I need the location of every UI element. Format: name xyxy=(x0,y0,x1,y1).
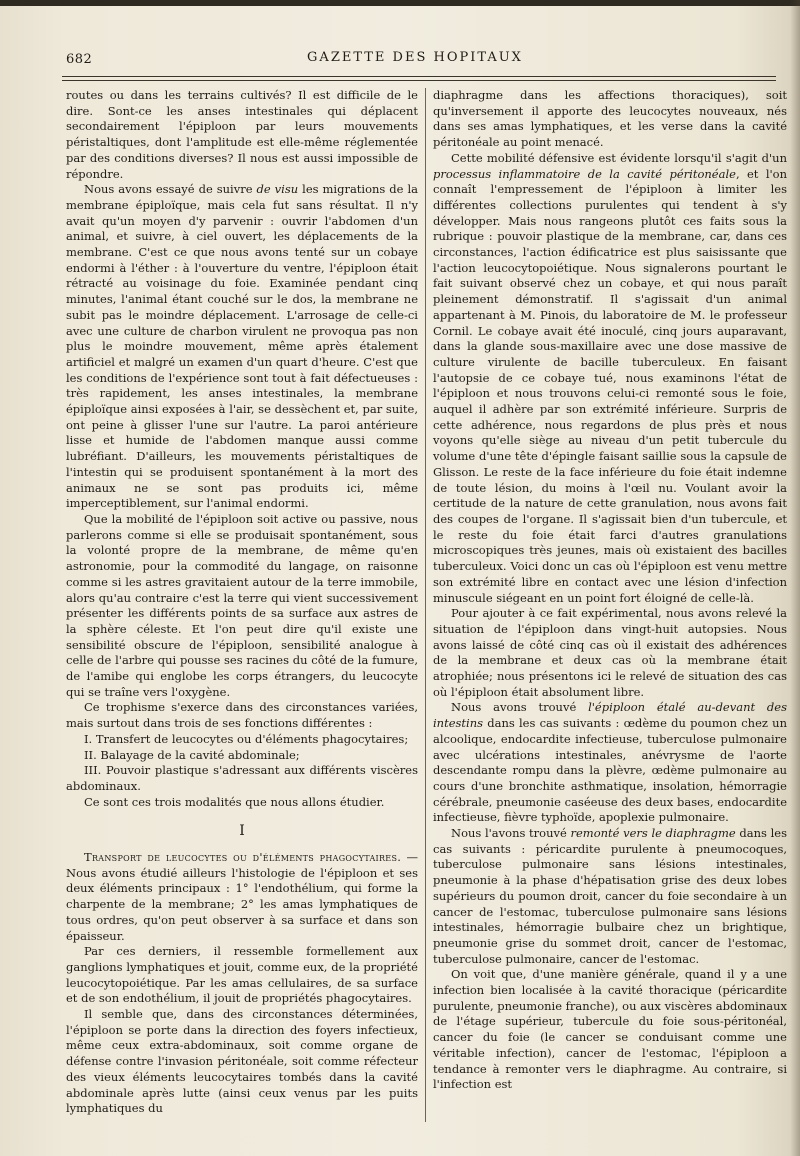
header-rule-thin xyxy=(62,80,776,81)
paragraph: routes ou dans les terrains cultivés? Il est difficile de le dire. Sont-ce les anses intestinales qui déplacent secondairement l'épiploon par leurs mouvements péristaltiques, dont l'amplitude est elle-même réglementée par des conditions diverses? Il nous est aussi impossible de répondre. xyxy=(66,88,418,181)
text-run: les migrations de la membrane épiploïque, mais cela fut sans résultat. Il n'y avait qu'un moyen d'y parvenir : ouvrir l'abdomen d'un animal, et suivre, à ciel ouvert, les déplacements de la membrane. C'est ce que nous avons tenté sur un cobaye endormi à l'éther : à l'ouverture du ventre, l'épiploon était rétracté au voisinage du foie. Examinée pendant cinq minutes, l'animal étant couché sur le dos, la membrane ne subit pas le moindre déplacement. L'arrosage de celle-ci avec une culture de charbon virulent ne provoqua pas non plus le moindre mouvement, même après étalement artificiel et malgré un examen d'un quart d'heure. C'est que les conditions de l'expérience sont tout à fait défectueuses : très rapidement, les anses intestinales, la membrane épiploïque ainsi exposées à l'air, se dessèchent et, par suite, ont peine à glisser l'une sur l'autre. La paroi antérieure lisse et humide de l'abdomen manque aussi comme lubréfiant. D'ailleurs, les mouvements péristaltiques de l'intestin qui se produisent spontanément à la mort des animaux ne se sont pas produits ici, même imperceptiblement, sur l'animal endormi. xyxy=(66,182,418,511)
paragraph: Ce sont ces trois modalités que nous allons étudier. xyxy=(84,794,385,809)
right-column xyxy=(433,88,787,1093)
paragraph xyxy=(433,700,787,826)
journal-title: GAZETTE DES HOPITAUX xyxy=(307,50,523,65)
text-run: Cette mobilité défensive est évidente lorsqu'il s'agit d'un xyxy=(451,150,787,165)
paragraph: Il semble que, dans des circonstances déterminées, l'épiploon se porte dans la direction des foyers infectieux, même ceux extra-abdominaux, soit comme organe de défense contre l'invasion péritonéale, soit comme réfecteur des vieux éléments leucocytaires tombés dans la cavité abdominale après lutte (ainsi ceux venus par les puits lymphatiques du xyxy=(66,1007,418,1116)
text-run: dans les cas suivants : péricardite purulente à pneumocoques, tuberculose pulmonaire sans lésions intestinales, pneumonie à la phase d'hépatisation grise des deux lobes supérieurs du poumon droit, cancer du foie secondaire à un cancer de l'estomac, tuberculose pulmonaire sans lésions intestinales, hémorragie bulbaire chez un brightique, pneumonie grise du sommet droit, cancer de l'estomac, tuberculose pulmonaire, cancer de l'estomac. xyxy=(433,826,787,966)
left-column xyxy=(66,88,418,1117)
paragraph: diaphragme dans les affections thoraciques), soit qu'inversement il apporte des leucocytes nouveaux, nés dans ses amas lymphatiques, et les verse dans la cavité péritonéale au point menacé. xyxy=(433,88,787,150)
paragraph xyxy=(66,850,418,944)
paragraph: On voit que, d'une manière générale, quand il y a une infection bien localisée à la cavité thoracique (péricardite purulente, pneumonie franche), ou aux viscères abdominaux de l'étage supérieur, tubercule du foie sous-péritonéal, cancer du foie (le cancer se conduisant comme une véritable infection), cancer de l'estomac, l'épiploon a tendance à remonter vers le diaphragme. Au contraire, si l'infection est xyxy=(433,967,787,1092)
column-divider xyxy=(425,88,426,1122)
scan-right-edge xyxy=(790,0,800,1156)
paragraph: Que la mobilité de l'épiploon soit active ou passive, nous parlerons comme si elle se produisait spontanément, sous la volonté propre de la membrane, de même qu'en astronomie, pour la commodité du langage, on raisonne comme si les astres gravitaient autour de la terre immobile, alors qu'au contraire c'est la terre qui vient successivement présenter les différents points de sa surface aux astres de la sphère céleste. Et l'on peut dire qu'il existe une sensibilité obscure de l'épiploon, sensibilité analogue à celle de l'arbre qui pousse ses racines du côté de la fumure, de l'amibe qui englobe les corps étrangers, du leucocyte qui se traîne vers l'oxygène. xyxy=(66,511,418,699)
paragraph: Par ces derniers, il ressemble formellement aux ganglions lymphatiques et jouit, comme eux, de la propriété leucocytopoiétique. Par les amas cellulaires, de sa surface et de son endothélium, il jouit de propriétés phagocytaires. xyxy=(66,944,418,1006)
emphasis: l'épiploon étalé au-devant des intestins xyxy=(433,700,787,731)
paragraph xyxy=(66,182,418,512)
emphasis: de visu xyxy=(256,182,299,197)
list-item: II. Balayage de la cavité abdominale; xyxy=(84,747,300,762)
page-number: 682 xyxy=(66,52,93,67)
text-run: dans les cas suivants : œdème du poumon chez un alcoolique, endocardite infectieuse, tuberculose pulmonaire avec ulcérations intestinales, anévrysme de l'aorte descendante rompu dans la plèvre, œdème pulmonaire au cours d'une bronchite asthmatique, insolation, hémorragie cérébrale, pneumonie caséeuse des deux bases, endocardite infectieuse, fièvre typhoïde, apoplexie pulmonaire. xyxy=(433,716,787,825)
text-run: Nous avons étudié ailleurs l'histologie de l'épiploon et ses deux éléments principaux : 1° l'endothélium, qui forme la charpente de la membrane; 2° les amas lymphatiques de tous ordres, qu'on peut observer à sa surface et dans son épaisseur. xyxy=(66,865,418,943)
text-run: Nous avons essayé de suivre xyxy=(84,182,257,197)
header-rule xyxy=(62,76,776,77)
text-run: Nous avons trouvé xyxy=(451,700,589,715)
paragraph: Ce trophisme s'exerce dans des circonstances variées, mais surtout dans trois de ses fonctions différentes : xyxy=(66,700,418,731)
text-run: , et l'on connaît l'empressement de l'épiploon à limiter les différentes collections purulentes qui tendent à s'y développer. Mais nous rangeons plutôt ces faits sous la rubrique : pouvoir plastique de la membrane, car, dans ces circonstances, l'action édificatrice est plus saisissante que l'action leucocytopoiétique. Nous signalerons pourtant le fait suivant observé chez un cobaye, et qui nous paraît pleinement démonstratif. Il s'agissait d'un animal appartenant à M. Pinois, du laboratoire de M. le professeur Cornil. Le cobaye avait été inoculé, cinq jours auparavant, dans la glande sous-maxillaire avec une dose massive de culture virulente de bacille tuberculeux. En faisant l'autopsie de ce cobaye tué, nous examinons l'état de l'épiploon et nous trouvons celui-ci remonté sous le foie, auquel il adhère par son extrémité inférieure. Surpris de cette adhérence, nous regardons de plus près et nous voyons qu'elle siège au niveau d'un petit tubercule du volume d'une tête d'épingle faisant saillie sous la capsule de Glisson. Le reste de la face inférieure du foie était indemne de toute lésion, du moins à l'œil nu. Voulant avoir la certitude de la nature de cette granulation, nous avons fait des coupes de l'organe. Il s'agissait bien d'un tubercule, et le reste du foie était farci d'autres granulations microscopiques très jeunes, mais où existaient des bacilles tuberculeux. Voici donc un cas où l'épiploon est venu mettre son extrémité libre en contact avec une lésion d'infection minuscule siégeant en un point fort éloigné de celle-là. xyxy=(433,166,787,605)
emphasis: remonté vers le diaphragme xyxy=(570,826,736,841)
paragraph xyxy=(433,151,787,606)
scan-top-edge xyxy=(0,0,800,6)
text-run: Nous l'avons trouvé xyxy=(451,826,571,841)
page-header xyxy=(60,48,770,72)
section-number: I xyxy=(239,823,245,840)
paragraph xyxy=(433,826,787,967)
section-heading: Transport de leucocytes ou d'éléments phagocytaires. xyxy=(84,850,402,865)
list-item: I. Transfert de leucocytes ou d'éléments phagocytaires; xyxy=(84,731,409,746)
text-run: — xyxy=(401,850,418,865)
emphasis: processus inflammatoire de la cavité péritonéale xyxy=(433,166,736,181)
paragraph: Pour ajouter à ce fait expérimental, nous avons relevé la situation de l'épiploon dans vingt-huit autopsies. Nous avons laissé de côté cinq cas où il existait des adhérences de la membrane et deux cas où la membrane était atrophiée; nous présentons ici le relevé de situation des cas où l'épiploon était absolument libre. xyxy=(433,606,787,699)
list-item: III. Pouvoir plastique s'adressant aux différents viscères abdominaux. xyxy=(66,763,418,793)
